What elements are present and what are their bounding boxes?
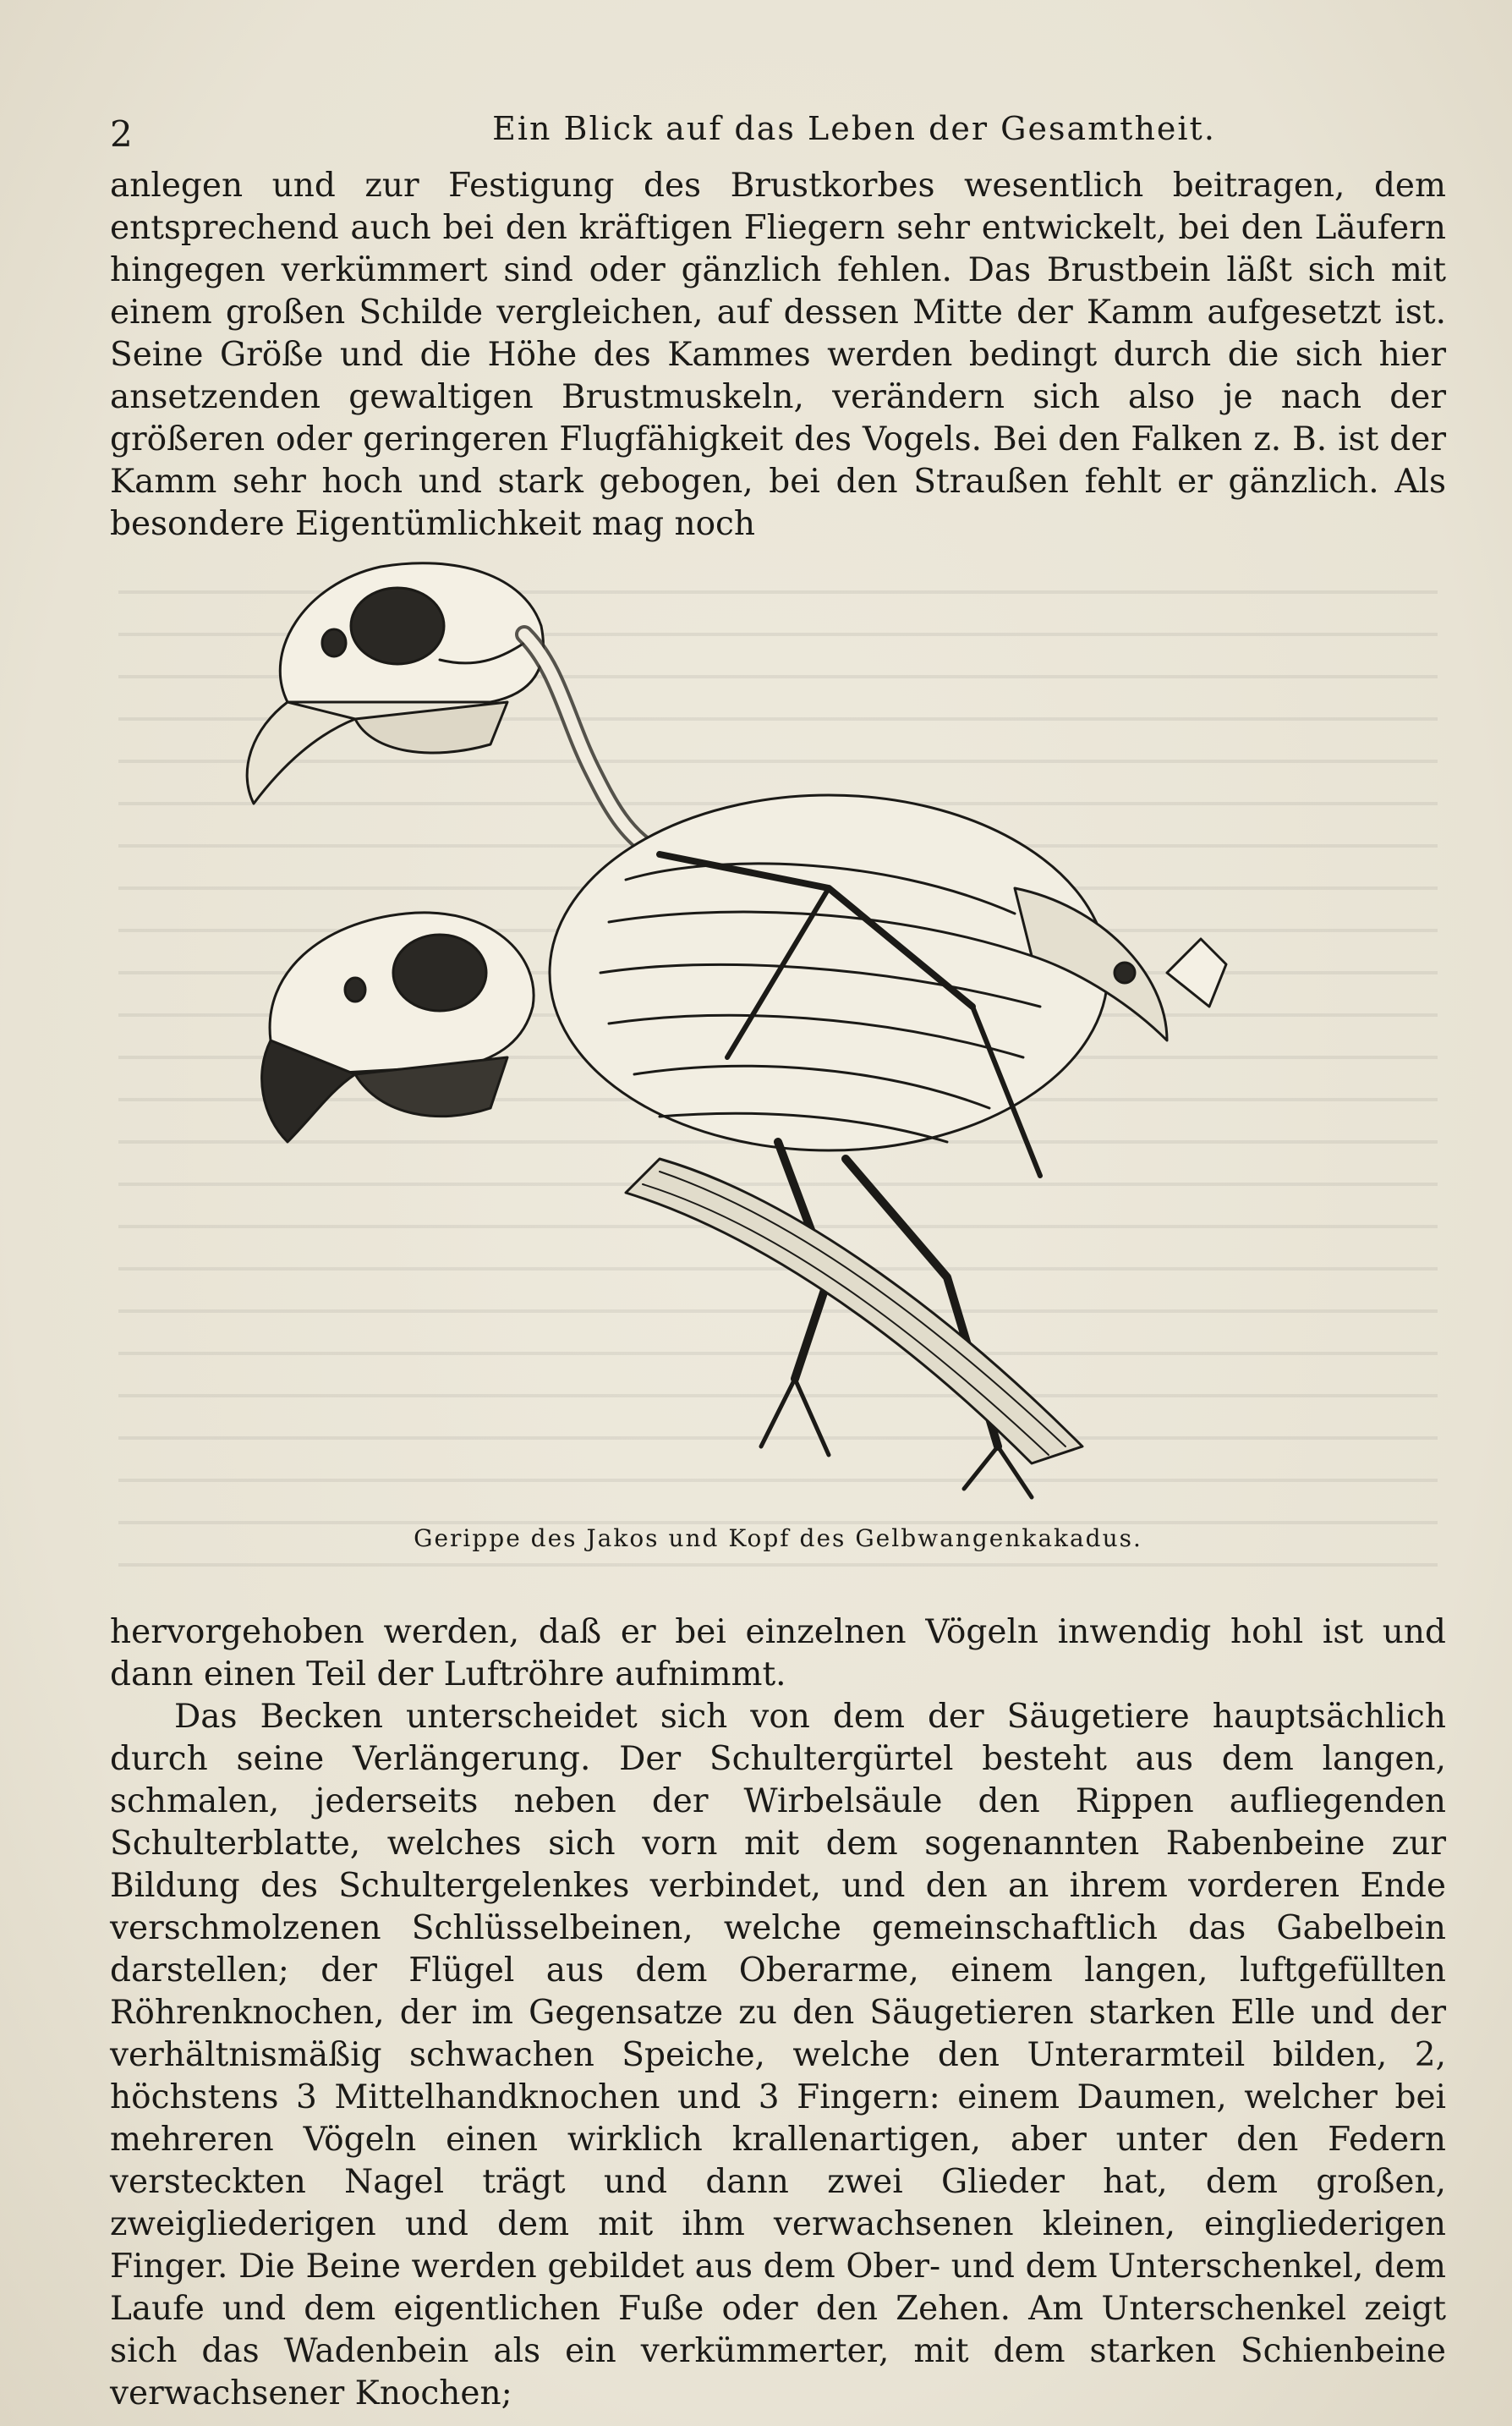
parrot-skeleton-drawing — [186, 533, 1353, 1523]
skeleton-illustration — [186, 533, 1353, 1523]
page-header — [110, 102, 1446, 155]
page-number: 2 — [110, 113, 133, 155]
paragraph-after-1: hervorgehoben werden, daß er bei einzelnen Vögeln inwendig hohl ist und dann einen Teil der Luftröhre aufnimmt. — [110, 1613, 1446, 1693]
paragraph-after-2: Das Becken unterscheidet sich von dem der Säugetiere hauptsächlich durch seine Verlängerung. Der Schultergürtel besteht aus dem langen, schmalen, jederseits neben der Wirbelsäule den Rippen aufliegenden Schulterblatte, welches sich vorn mit dem sogenannten Rabenbeine zur Bildung des Schultergelenkes verbindet, und den an ihrem vorderen Ende verschmolzenen Schlüsselbeinen, welche gemeinschaftlich das Gabelbein darstellen; der Flügel aus dem Oberarme, einem langen, luftgefüllten Röhrenknochen, der im Gegensatze zu den Säugetieren starken Elle und der verhältnismäßig schwachen Speiche, welche den Unterarmteil bilden, 2, höchstens 3 Mittelhandknochen und 3 Fingern: einem Daumen, welcher bei mehreren Vögeln einen wirklich krallenartigen, aber unter den Federn versteckten Nagel trägt und dann zwei Glieder hat, dem großen, zweigliederigen und dem mit ihm verwachsenen kleinen, eingliederigen Finger. Die Beine werden gebildet aus dem Ober- und dem Unterschenkel, dem Laufe und dem eigentlichen Fuße oder den Zehen. Am Unterschenkel zeigt sich das Wadenbein als ein verkümmerter, mit dem starken Schienbeine verwachsener Knochen; — [110, 1698, 1446, 2412]
figure-caption: Gerippe des Jakos und Kopf des Gelbwangenkakadus. — [414, 1524, 1142, 1552]
running-title: Ein Blick auf das Leben der Gesamtheit. — [492, 110, 1216, 147]
paragraph-top: anlegen und zur Festigung des Brustkorbes wesentlich beitragen, dem entsprechend auch bei den kräftigen Fliegern sehr entwickelt, bei den Läufern hingegen verkümmert sind oder gänzlich fehlen. Das Brustbein läßt sich mit einem großen Schilde vergleichen, auf dessen Mitte der Kamm aufgesetzt ist. Seine Größe und die Höhe des Kammes werden bedingt durch die sich hier ansetzenden gewaltigen Brustmuskeln, verändern sich also je nach der größeren oder geringeren Flugfähigkeit des Vogels. Bei den Falken z. B. ist der Kamm sehr hoch und stark gebogen, bei den Straußen fehlt er gänzlich. Als besondere Eigentümlichkeit mag noch — [110, 167, 1446, 543]
